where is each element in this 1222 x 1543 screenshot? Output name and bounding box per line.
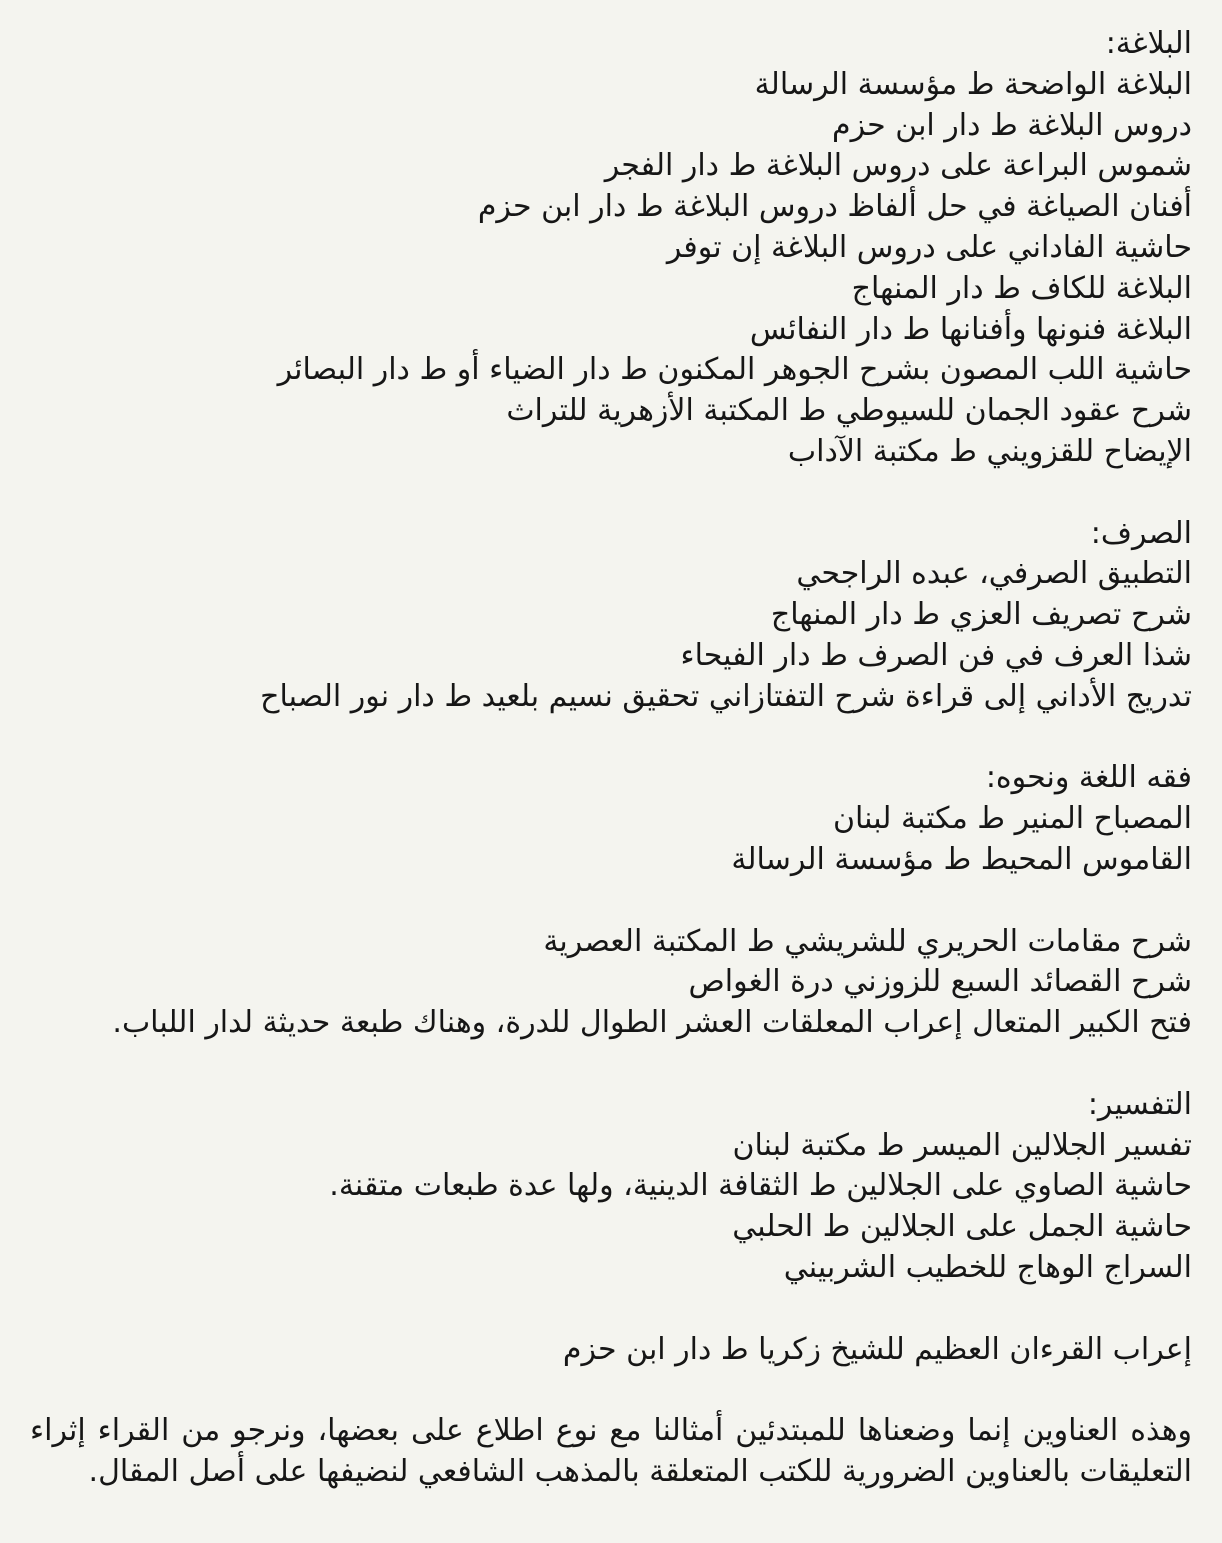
list-item: البلاغة فنونها وأفنانها ط دار النفائس <box>749 311 1192 347</box>
list-item: القاموس المحيط ط مؤسسة الرسالة <box>731 841 1192 877</box>
list-item: السراج الوهاج للخطيب الشربيني <box>783 1249 1192 1285</box>
list-item: دروس البلاغة ط دار ابن حزم <box>832 107 1192 143</box>
list-item: شرح عقود الجمان للسيوطي ط المكتبة الأزهرية للتراث <box>506 393 1192 429</box>
list-item: حاشية الجمل على الجلالين ط الحلبي <box>732 1209 1192 1245</box>
spacer <box>30 881 1192 922</box>
section-heading-fiqh-lugha: فقه اللغة ونحوه: <box>985 760 1192 796</box>
spacer <box>30 1370 1192 1411</box>
closing-paragraph: وهذه العناوين إنما وضعناها للمبتدئين أمثالنا مع نوع اطلاع على بعضها، ونرجو من القراء إثراء التعليقات بالعناوين الضرورية للكتب المتعلقة بالمذهب الشافعي لنضيفها على أصل المقال. <box>30 1413 1192 1489</box>
list-item: تفسير الجلالين الميسر ط مكتبة لبنان <box>732 1127 1192 1163</box>
list-item: التطبيق الصرفي، عبده الراجحي <box>796 556 1192 592</box>
list-item: شذا العرف في فن الصرف ط دار الفيحاء <box>680 637 1192 673</box>
list-item: أفنان الصياغة في حل ألفاظ دروس البلاغة ط دار ابن حزم <box>477 189 1192 225</box>
list-item: شموس البراعة على دروس البلاغة ط دار الفجر <box>604 148 1192 184</box>
spacer <box>30 473 1192 514</box>
section-heading-tafsir: التفسير: <box>1087 1086 1192 1122</box>
spacer <box>30 1289 1192 1330</box>
list-item: البلاغة الواضحة ط مؤسسة الرسالة <box>754 66 1192 102</box>
list-item: المصباح المنير ط مكتبة لبنان <box>832 801 1192 837</box>
list-item: حاشية الفاداني على دروس البلاغة إن توفر <box>666 229 1192 265</box>
list-item: تدريج الأداني إلى قراءة شرح التفتازاني تحقيق نسيم بلعيد ط دار نور الصباح <box>260 678 1192 714</box>
list-item: شرح تصريف العزي ط دار المنهاج <box>770 597 1192 633</box>
list-item: حاشية الصاوي على الجلالين ط الثقافة الدينية، ولها عدة طبعات متقنة. <box>329 1168 1192 1204</box>
spacer <box>30 718 1192 759</box>
list-item: حاشية اللب المصون بشرح الجوهر المكنون ط دار الضياء أو ط دار البصائر <box>277 352 1192 388</box>
list-item: البلاغة للكاف ط دار المنهاج <box>851 270 1192 306</box>
list-item: إعراب القرءان العظيم للشيخ زكريا ط دار ابن حزم <box>562 1331 1192 1367</box>
book-list-document <box>30 24 1192 1493</box>
section-heading-sarf: الصرف: <box>1090 515 1192 551</box>
list-item: شرح القصائد السبع للزوزني درة الغواص <box>688 964 1192 1000</box>
list-item: فتح الكبير المتعال إعراب المعلقات العشر الطوال للدرة، وهناك طبعة حديثة لدار اللباب. <box>112 1005 1192 1041</box>
list-item: شرح مقامات الحريري للشريشي ط المكتبة العصرية <box>543 923 1192 959</box>
list-item: الإيضاح للقزويني ط مكتبة الآداب <box>787 433 1192 469</box>
section-heading-balagha: البلاغة: <box>1105 26 1192 61</box>
spacer <box>30 1044 1192 1085</box>
